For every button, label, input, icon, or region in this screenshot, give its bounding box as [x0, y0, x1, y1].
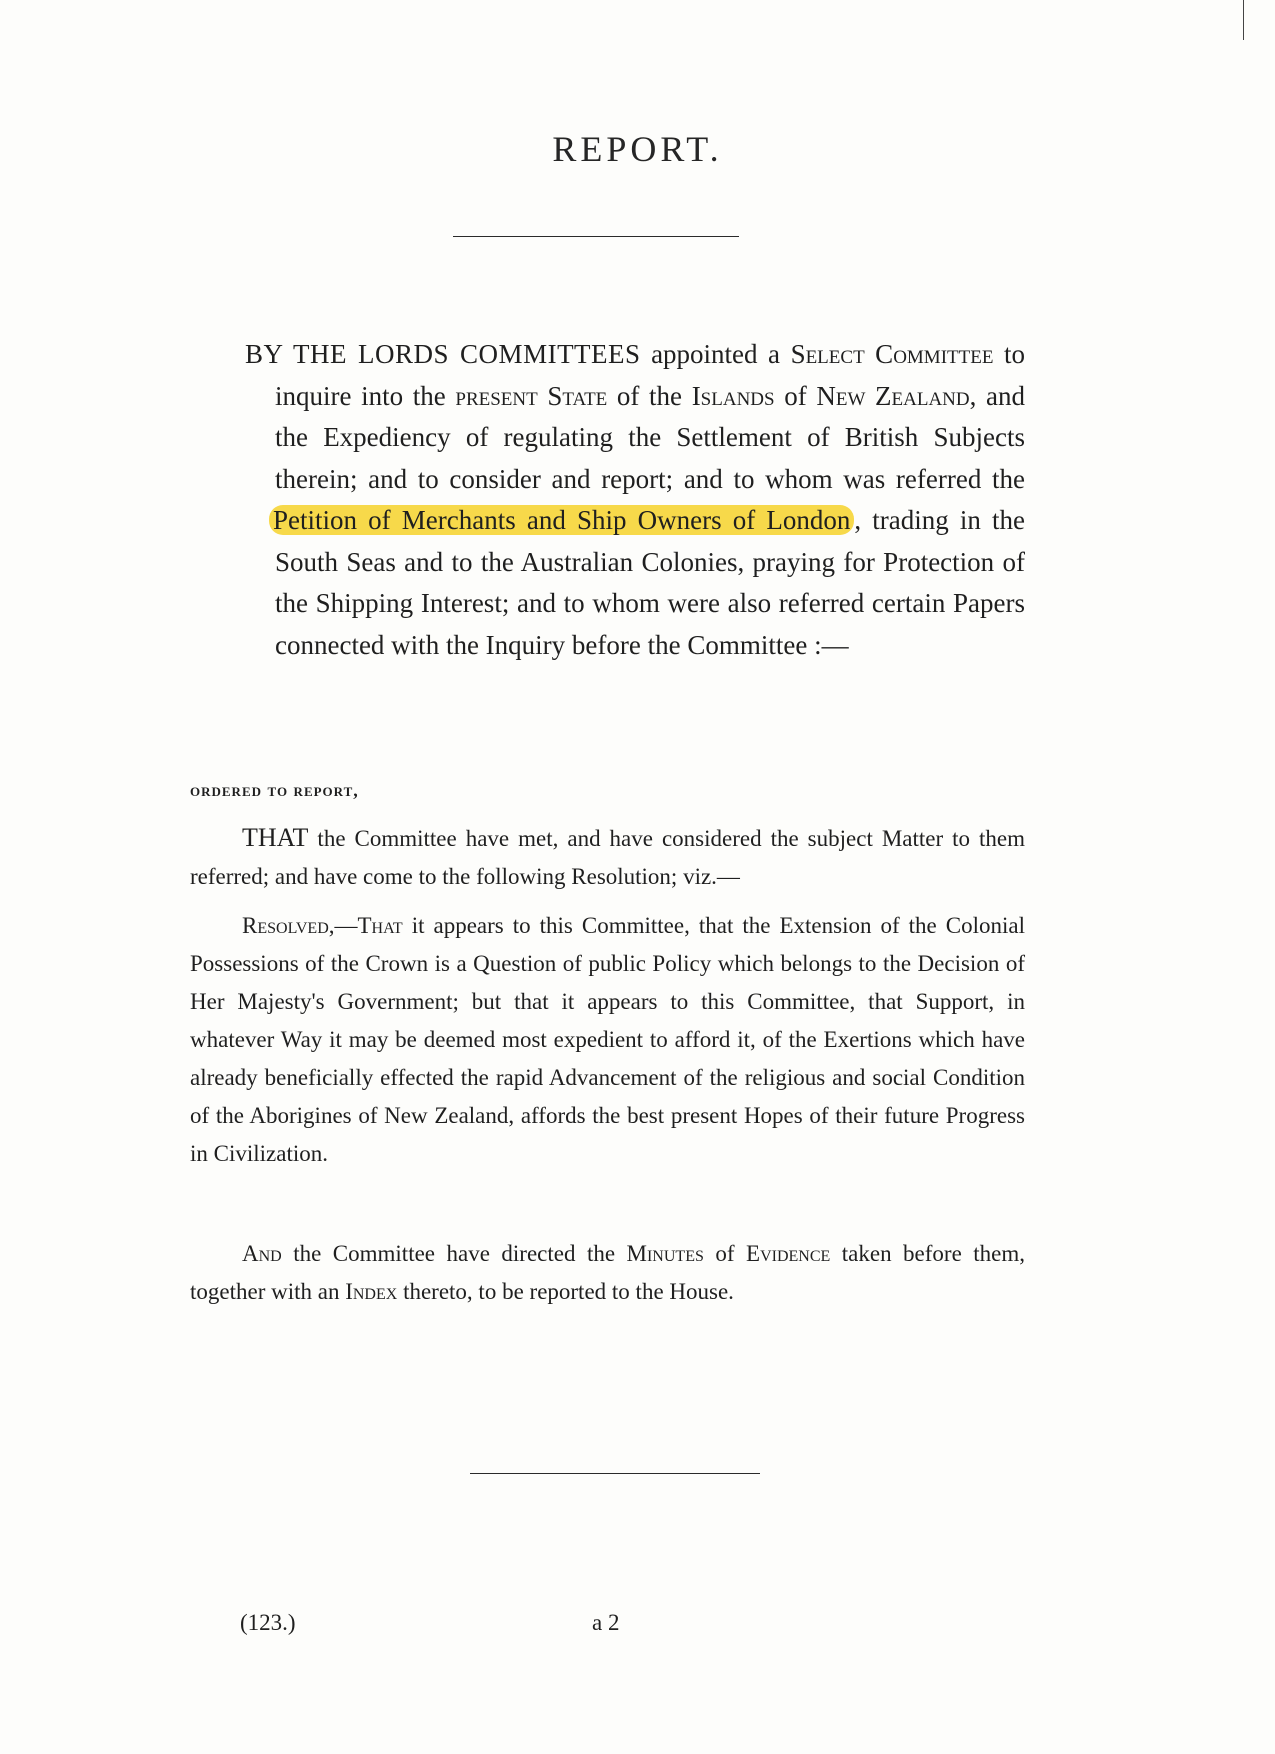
document-number: (123.)	[240, 1610, 296, 1635]
lords-lead: BY THE LORDS COMMITTEES	[245, 339, 641, 369]
select-committee-text: Select Committee	[790, 339, 994, 369]
that-lead: THAT	[242, 823, 309, 852]
and-text-1: the Committee have directed the	[281, 1241, 627, 1266]
present-state-text: present State	[455, 380, 608, 411]
that-text: the Committee have met, and have considered the subject Matter to them referred; and have come to the following Resolution; viz.—	[190, 826, 1025, 889]
evidence-text: Evidence	[746, 1241, 831, 1266]
lords-text-5: , and the Expediency of regulating the Settlement of British Subjects therein; and to consider and report; and to whom was referred the	[275, 380, 1025, 494]
resolved-paragraph	[190, 907, 1025, 1173]
and-text-4: thereto, to be reported to the House.	[397, 1279, 734, 1304]
page-title: REPORT.	[552, 129, 723, 169]
and-lead: And	[242, 1241, 282, 1266]
scan-edge-mark	[1243, 0, 1244, 40]
resolved-text: it appears to this Committee, that the Extension of the Colonial Possessions of the Crown is a Question of public Policy which belongs to the Decision of Her Majesty's Government; but that it appears to this Committee, that Support, in whatever Way it may be deemed most expedient to afford it, of the Exertions which have already beneficially effected the rapid Advancement of the religious and social Condition of the Aborigines of New Zealand, affords the best present Hopes of their future Progress in Civilization.	[190, 913, 1025, 1166]
lords-text-4: of	[774, 380, 817, 411]
lords-text-1: appointed a	[640, 339, 791, 369]
and-text-2: of	[703, 1241, 747, 1266]
new-zealand-text: New Zealand	[816, 380, 970, 411]
islands-text: Islands	[691, 380, 775, 411]
that-paragraph	[190, 819, 1025, 896]
highlighted-petition: Petition of Merchants and Ship Owners of London	[269, 505, 854, 535]
lords-paragraph	[245, 334, 1025, 666]
minutes-text: Minutes	[626, 1241, 704, 1266]
lords-text-6: , trading in the South Seas and to the Australian Colonies, praying for Protection of the Shipping Interest; and to whom were also referred certain Papers connected with the Inquiry before the Committee :—	[275, 505, 1025, 660]
title-rule	[453, 236, 739, 237]
ordered-to-report: ordered to report,	[190, 780, 359, 800]
and-text-3: taken before them, together with an	[190, 1241, 1026, 1304]
resolved-lead: Resolved,—That	[242, 913, 403, 938]
closing-rule	[470, 1473, 760, 1474]
lords-text-2: to inquire into the	[275, 339, 1025, 411]
index-text: Index	[345, 1279, 398, 1304]
and-paragraph	[190, 1235, 1025, 1311]
lords-text-3: of the	[607, 380, 692, 411]
signature-mark: a 2	[592, 1610, 620, 1635]
